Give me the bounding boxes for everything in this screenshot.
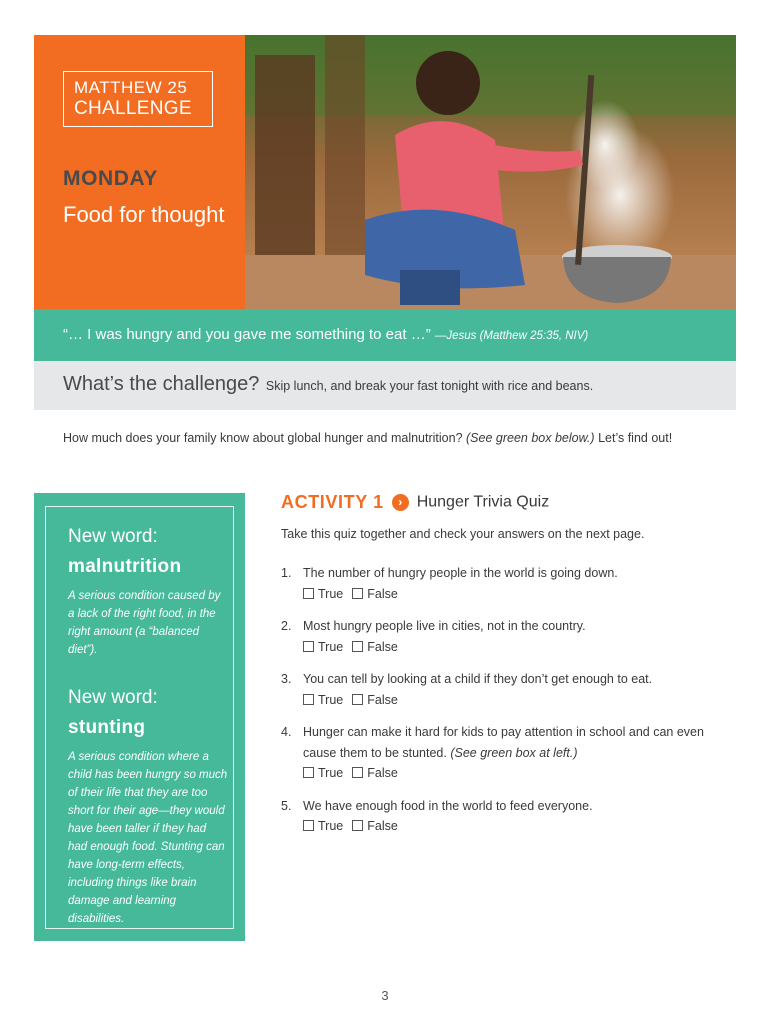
quote-attribution: —Jesus (Matthew 25:35, NIV) [434,330,589,342]
question-number: 1. [281,566,292,580]
challenge-band [34,361,736,410]
question-number: 4. [281,725,292,739]
girl-cooking-image [245,35,736,309]
scripture-quote: “… I was hungry and you gave me something to eat …” [63,326,431,343]
true-checkbox[interactable] [303,767,314,778]
activity-instructions: Take this quiz together and check your answers on the next page. [281,527,645,541]
false-checkbox[interactable] [352,767,363,778]
false-label: False [367,819,398,833]
question-text-with-note [303,722,723,764]
challenge-title-box [63,71,213,127]
glossary-term: malnutrition [68,556,182,577]
true-checkbox[interactable] [303,694,314,705]
hero-photo [245,35,736,309]
activity-label: ACTIVITY 1 [281,492,384,512]
title-line-2: CHALLENGE [74,98,192,119]
activity-title: Hunger Trivia Quiz [416,493,550,511]
activity-header [281,492,549,513]
intro-text: How much does your family know about global hunger and malnutrition? [63,431,463,445]
new-word-label: New word: [68,687,158,708]
glossary-definition: A serious condition caused by a lack of the right food, in the right amount (a “balanced diet”). [68,590,221,656]
false-label: False [367,640,398,654]
true-label: True [318,587,344,601]
true-false-options [303,819,398,833]
question-number: 2. [281,619,292,633]
question-number: 3. [281,672,292,686]
intro-paragraph [63,431,672,445]
title-line-1: MATTHEW 25 [74,78,188,97]
false-label: False [367,587,398,601]
quote-band [34,309,736,361]
question-text: Most hungry people live in cities, not in the country. [303,619,586,633]
true-label: True [318,766,344,780]
true-false-options [303,587,398,601]
challenge-description: Skip lunch, and break your fast tonight with rice and beans. [265,379,594,393]
false-checkbox[interactable] [352,588,363,599]
glossary-definition: A serious condition where a child has been hungry so much of their life that they are too short for their age—they would have been taller if they had had enough food. Stunting can have long-term effects, including things like brain damage and learning disabilities. [68,751,228,925]
true-checkbox[interactable] [303,820,314,831]
challenge-heading: What’s the challenge? [63,373,260,395]
question-text: The number of hungry people in the world is going down. [303,566,618,580]
question-note: (See green box at left.) [450,746,578,760]
true-checkbox[interactable] [303,588,314,599]
true-false-options [303,766,398,780]
false-label: False [367,693,398,707]
new-word-label: New word: [68,526,158,547]
question-text: You can tell by looking at a child if they don’t get enough to eat. [303,672,653,686]
intro-note: (See green box below.) [466,431,595,445]
true-false-options [303,693,398,707]
intro-cta: Let’s find out! [598,431,673,445]
glossary-box [34,493,245,941]
day-heading: MONDAY [63,167,159,190]
question-text: Hunger can make it hard for kids to pay attention in school and can even cause them to be stunted. [303,725,704,760]
question-number: 5. [281,799,292,813]
true-label: True [318,693,344,707]
glossary-term: stunting [68,717,146,738]
false-checkbox[interactable] [352,820,363,831]
question-text: We have enough food in the world to feed everyone. [303,799,593,813]
page-number: 3 [381,988,389,1003]
true-label: True [318,819,344,833]
true-label: True [318,640,344,654]
chevron-right-icon: › [392,494,409,511]
true-false-options [303,640,398,654]
topic-heading: Food for thought [63,202,225,227]
true-checkbox[interactable] [303,641,314,652]
false-checkbox[interactable] [352,641,363,652]
false-checkbox[interactable] [352,694,363,705]
false-label: False [367,766,398,780]
